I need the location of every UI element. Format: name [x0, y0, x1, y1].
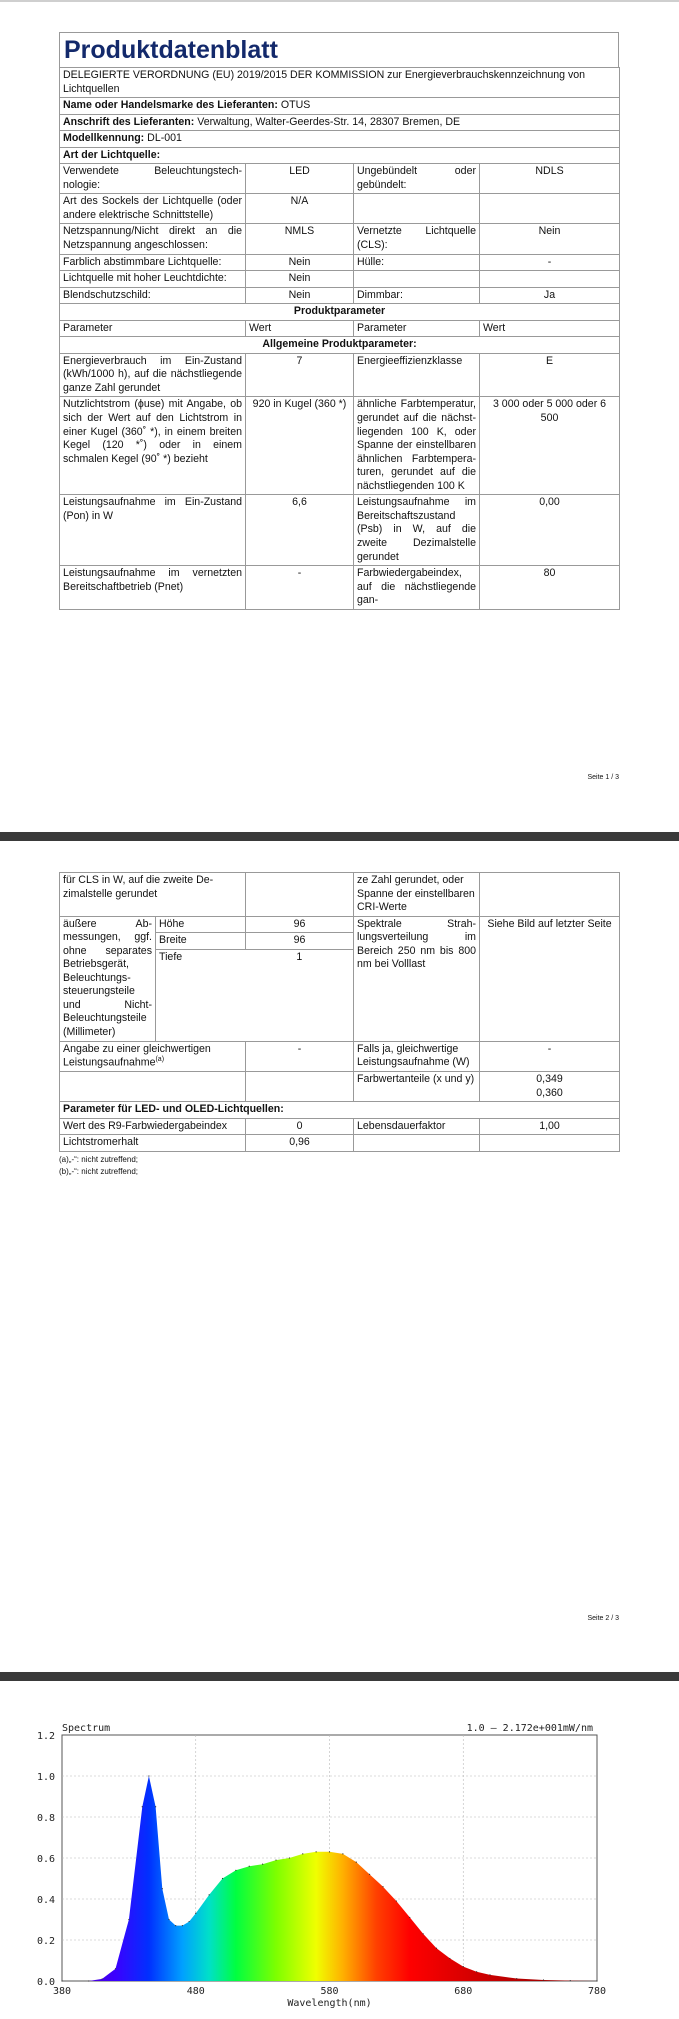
y-tick-label: 0.6 [36, 1854, 55, 1865]
row-value [480, 194, 620, 224]
general-params-header: Allgemeine Produktparameter: [60, 337, 620, 354]
param-label: Leistungsaufnahme im Ein-Zustand (Pon) in W [60, 495, 246, 566]
spectrum-point [102, 1978, 103, 1979]
table-row [60, 254, 620, 271]
spectrum-point [182, 1925, 183, 1926]
address: Verwaltung, Walter-Geerdes-Str. 14, 28307 Bremen, DE [197, 115, 461, 128]
spectrum-point [302, 1853, 303, 1854]
equiv-label [60, 1041, 246, 1072]
row-label: Verwendete Beleuchtungstechnologie: [60, 164, 246, 194]
continued-label: ze Zahl gerundet, oder Spanne der einstellbaren CRI-Werte [354, 873, 480, 917]
spectrum-point [195, 1913, 196, 1914]
page-separator [0, 832, 679, 841]
spectrum-point [275, 1859, 276, 1860]
spectrum-point [168, 1919, 169, 1920]
spectrum-point [449, 1958, 450, 1959]
spectrum-point [162, 1888, 163, 1889]
param-label: Energieverbrauch im Ein-Zustand (kWh/1000 h), auf die nächstliegende ganze Zahl gerundet [60, 353, 246, 397]
table-row [60, 287, 620, 304]
column-header: Wert [246, 320, 354, 337]
page-number: Seite 1 / 3 [587, 774, 619, 781]
spectrum-point [489, 1974, 490, 1975]
param-value: 920 in Kugel (360 *) [246, 397, 354, 495]
spectrum-point [155, 1806, 156, 1807]
row-label: Hülle: [354, 254, 480, 271]
y-tick-label: 1.0 [36, 1772, 55, 1783]
spectrum-point [249, 1866, 250, 1867]
page-title: Produktdatenblatt [59, 32, 619, 67]
spectrum-point [476, 1971, 477, 1972]
table-row [60, 916, 620, 1041]
equiv-label-text: Angabe zu einer gleichwertigen Leistungsaufnahme [63, 1042, 211, 1069]
row-label [354, 194, 480, 224]
table-row [60, 873, 620, 917]
spectrum-point [175, 1925, 176, 1926]
dimensions-table [156, 917, 353, 966]
spectrum-point [356, 1862, 357, 1863]
table-row [60, 194, 620, 224]
row-label: Dimmbar: [354, 287, 480, 304]
dimension-row [156, 917, 353, 933]
spectrum-point [316, 1851, 317, 1852]
x-tick-label: 480 [186, 1986, 205, 1997]
column-header: Wert [480, 320, 620, 337]
table-row [60, 224, 620, 254]
spectrum-point [570, 1980, 571, 1981]
param-label: Leistungsaufnahme im Bereitschaftszustand (Psb) in W, auf die zweite Dezimalstelle gerundet [354, 495, 480, 566]
continued-label: für CLS in W, auf die zweite Dezimalstelle gerundet [60, 873, 246, 917]
table-row [60, 1072, 620, 1102]
equiv-power-value: - [480, 1041, 620, 1072]
table-row [60, 353, 620, 397]
param-label: Energieeffizienzklasse [354, 353, 480, 397]
table-row [60, 495, 620, 566]
chart-title: Spectrum [62, 1723, 111, 1734]
y-tick-label: 0.8 [36, 1813, 55, 1824]
row-label [354, 271, 480, 288]
column-header-row [60, 320, 620, 337]
r9-label: Wert des R9-Farbwiedergabeindex [60, 1118, 246, 1135]
footnote-ref: (a) [155, 1056, 165, 1064]
row-value [480, 271, 620, 288]
spectrum-point [115, 1968, 116, 1969]
table-row [60, 164, 620, 194]
page-1 [59, 32, 619, 781]
row-label: Blendschutzschild: [60, 287, 246, 304]
dimensions-cell [156, 916, 354, 1041]
param-value: E [480, 353, 620, 397]
led-params-header: Parameter für LED- und OLED-Lichtquellen: [60, 1102, 620, 1119]
equiv-power-label: Falls ja, gleichwertige Leistungsaufnahme (W) [354, 1041, 480, 1072]
column-header: Parameter [60, 320, 246, 337]
chroma-label: Farbwertanteile (x und y) [354, 1072, 480, 1102]
spectrum-point [209, 1894, 210, 1895]
dimension-name: Tiefe [159, 950, 183, 963]
lifetime-value: 1,00 [480, 1118, 620, 1135]
row-label: Farblich abstimmbare Lichtquelle: [60, 254, 246, 271]
table-row [60, 566, 620, 610]
product-sheet-table-2 [59, 872, 620, 1152]
row-value: LED [246, 164, 354, 194]
r9-value: 0 [246, 1118, 354, 1135]
address-row [60, 114, 620, 131]
lumen-maintenance-value: 0,96 [246, 1135, 354, 1152]
row-label: Lichtquelle mit hoher Leuchtdichte: [60, 271, 246, 288]
param-value: 0,00 [480, 495, 620, 566]
table-row [60, 1135, 620, 1152]
spectrum-point [262, 1864, 263, 1865]
spectrum-point [423, 1933, 424, 1934]
model-id: DL-001 [147, 132, 182, 145]
chroma-values [480, 1072, 620, 1102]
param-label: ähnliche Farbtemperatur, gerundet auf die nächstliegenden 100 K, oder Spanne der einstellbaren ähnlichen Farbtemperaturen, gerundet auf die nächstliegenden 100 K [354, 397, 480, 495]
row-value: Nein [480, 224, 620, 254]
spectrum-point [61, 1980, 62, 1981]
dimension-value: 96 [246, 933, 353, 950]
spectrum-point [148, 1775, 149, 1776]
spectrum-point [329, 1851, 330, 1852]
page-separator [0, 1672, 679, 1681]
spectrum-point [396, 1900, 397, 1901]
param-label: Leistungsaufnahme im vernetzten Bereitschaftbetrieb (Pnet) [60, 566, 246, 610]
light-type-header: Art der Lichtquelle: [60, 147, 620, 164]
spectrum-point [382, 1886, 383, 1887]
spectrum-point [289, 1857, 290, 1858]
footnote-a: (a)„-“: nicht zutreffend; [59, 1154, 138, 1164]
spectrum-point [188, 1921, 189, 1922]
dimension-value: 1 [296, 950, 303, 963]
spectral-label: Spektrale Strahlungsverteilung im Bereich 250 nm bis 800 nm bei Volllast [354, 916, 480, 1041]
spectrum-point [235, 1870, 236, 1871]
row-value: N/A [246, 194, 354, 224]
dimension-row [156, 933, 353, 950]
row-value: Nein [246, 287, 354, 304]
spectrum-point [516, 1978, 517, 1979]
spectral-value: Siehe Bild auf letzter Seite [480, 916, 620, 1041]
x-tick-label: 780 [587, 1986, 607, 1997]
y-tick-label: 0.2 [36, 1936, 55, 1947]
row-label: Ungebündelt oder gebündelt: [354, 164, 480, 194]
row-value: Nein [246, 254, 354, 271]
dimension-value: 96 [246, 917, 353, 933]
row-value: NMLS [246, 224, 354, 254]
page-number: Seite 2 / 3 [587, 1615, 619, 1622]
equiv-value: - [246, 1041, 354, 1072]
param-value: 80 [480, 566, 620, 610]
table-row [60, 397, 620, 495]
spectrum-point [142, 1806, 143, 1807]
spectrum-chart [0, 1699, 679, 2019]
param-value: 7 [246, 353, 354, 397]
lifetime-label: Lebensdauerfaktor [354, 1118, 480, 1135]
dimension-name: Breite [156, 933, 246, 950]
chroma-y: 0,360 [536, 1086, 563, 1099]
param-value: - [246, 566, 354, 610]
lumen-maintenance-label: Lichtstromerhalt [60, 1135, 246, 1152]
x-tick-label: 580 [320, 1986, 339, 1997]
chroma-x: 0,349 [536, 1073, 563, 1086]
y-tick-label: 0.0 [36, 1977, 55, 1988]
model-label: Modellkennung: [63, 132, 145, 145]
footnotes [59, 1154, 619, 1177]
page-separator [0, 0, 679, 2]
y-tick-label: 1.2 [36, 1731, 55, 1742]
spectrum-point [222, 1878, 223, 1879]
regulation-text: DELEGIERTE VERORDNUNG (EU) 2019/2015 DER KOMMISSION zur Energieverbrauchskennzeichnung von Lichtquellen [60, 68, 620, 98]
y-tick-label: 0.4 [36, 1895, 55, 1906]
spectrum-point [543, 1979, 544, 1980]
x-axis-label: Wavelength(nm) [287, 1998, 372, 2009]
model-row [60, 131, 620, 148]
param-value: 6,6 [246, 495, 354, 566]
table-row [60, 271, 620, 288]
table-row [60, 1041, 620, 1072]
table-row [60, 1118, 620, 1135]
address-label: Anschrift des Lieferanten: [63, 115, 195, 128]
row-value: Ja [480, 287, 620, 304]
param-label: Nutzlichtstrom (ϕuse) mit Angabe, ob sich der Wert auf den Lichtstrom in einer Kugel (360˚ *), in einem breiten Kegel (120 *˚) oder in einem schmalen Kegel (90˚ *) bezieht [60, 397, 246, 495]
spectrum-point [128, 1919, 129, 1920]
param-label: Farbwiedergabeindex, auf die nächstliegende gan- [354, 566, 480, 610]
row-value: - [480, 254, 620, 271]
page-2 [59, 872, 619, 1622]
supplier-name: OTUS [280, 99, 311, 112]
supplier-name-row [60, 98, 620, 115]
row-label: Netzspannung/Nicht direkt an die Netzspannung angeschlossen: [60, 224, 246, 254]
spectrum-point [88, 1980, 89, 1981]
spectrum-point [342, 1853, 343, 1854]
product-sheet-table-1 [59, 67, 620, 610]
column-header: Parameter [354, 320, 480, 337]
supplier-name-label: Name oder Handelsmarke des Lieferanten: [63, 99, 278, 112]
row-value: Nein [246, 271, 354, 288]
spectrum-point [463, 1966, 464, 1967]
row-label: Art des Sockels der Lichtquelle (oder andere elektrische Schnittstelle) [60, 194, 246, 224]
param-value: 3 000 oder 5 000 oder 6 500 [480, 397, 620, 495]
dimension-name: Höhe [156, 917, 246, 933]
scale-label: 1.0 – 2.172e+001mW/nm [466, 1723, 593, 1734]
x-tick-label: 680 [454, 1986, 473, 1997]
row-value: NDLS [480, 164, 620, 194]
x-tick-label: 380 [52, 1986, 72, 1997]
row-label: Vernetzte Lichtquelle (CLS): [354, 224, 480, 254]
spectrum-point [369, 1874, 370, 1875]
spectrum-point [409, 1917, 410, 1918]
product-params-header: Produktparameter [60, 304, 620, 321]
footnote-b: (b)„-“: nicht zutreffend; [59, 1166, 138, 1176]
spectrum-point [436, 1948, 437, 1949]
dimensions-label: äußere Abmessungen, ggf. ohne separates Betriebsgerät, Beleuchtungssteuerungsteile und Nicht-Beleuchtungsteile (Millimeter) [60, 916, 156, 1041]
dimension-row [156, 949, 353, 965]
spectrum-point [596, 1980, 597, 1981]
